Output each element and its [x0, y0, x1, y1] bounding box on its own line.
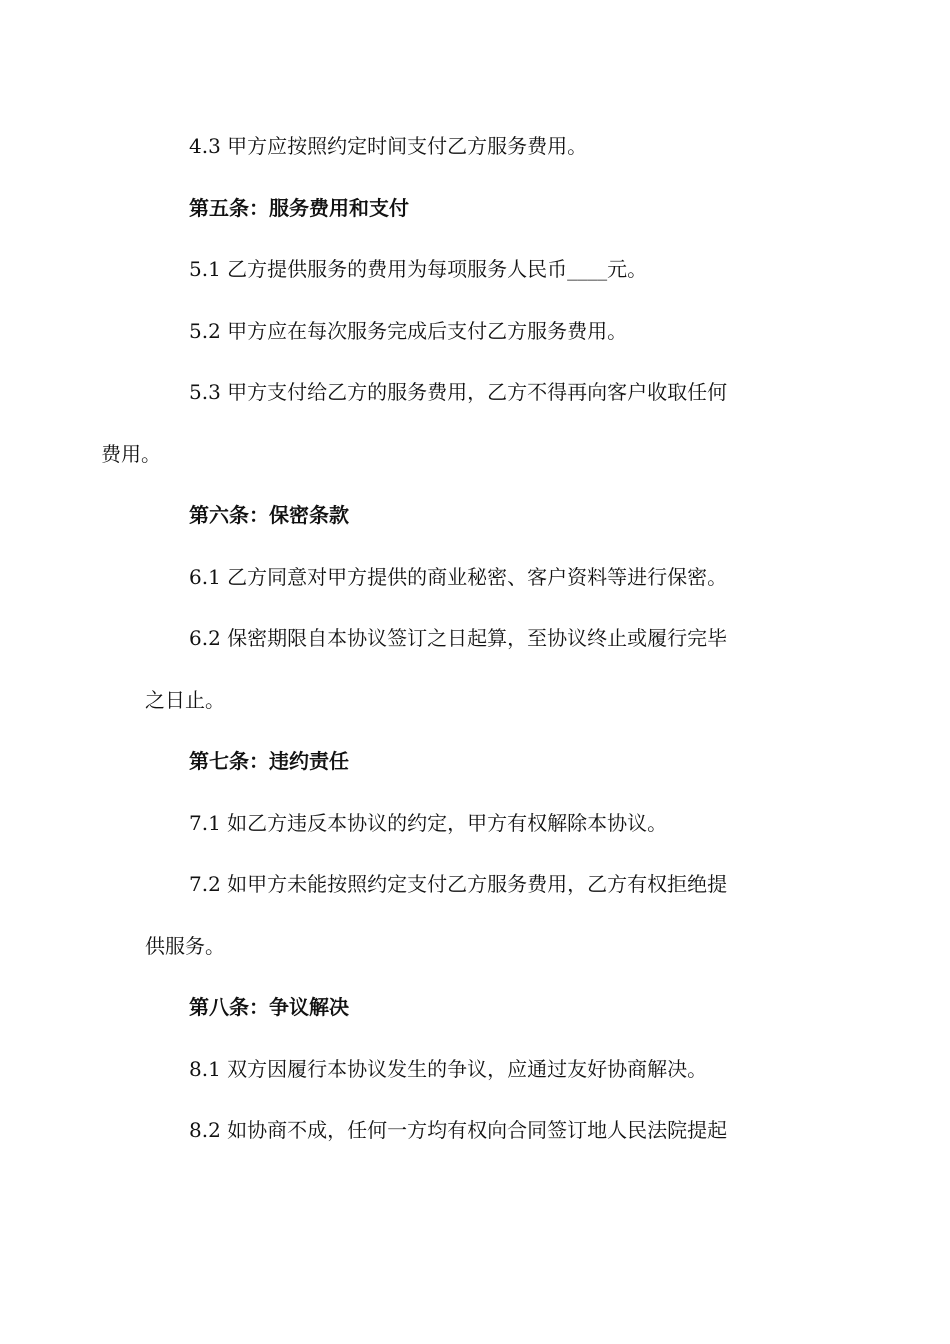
clause-6-2-line-2: 之日止。 [145, 687, 225, 712]
clause-5-3-line-1: 5.3 甲方支付给乙方的服务费用，乙方不得再向客户收取任何 [189, 380, 728, 404]
clause-5-2-text: 5.2 甲方应在每次服务完成后支付乙方服务费用。 [189, 318, 628, 343]
clause-6-1-text: 6.1 乙方同意对甲方提供的商业秘密、客户资料等进行保密。 [189, 564, 728, 589]
clause-7-1 [145, 806, 807, 840]
clause-8-2-text: 8.2 如协商不成，任何一方均有权向合同签订地人民法院提起 [189, 1118, 728, 1142]
clause-5-2 [145, 314, 807, 348]
clause-5-1-text: 5.1 乙方提供服务的费用为每项服务人民币____元。 [189, 257, 648, 281]
clause-7-2-line-1: 7.2 如甲方未能按照约定支付乙方服务费用，乙方有权拒绝提 [189, 872, 728, 896]
clause-5-1 [145, 252, 807, 286]
clause-6-2 [145, 621, 807, 717]
clause-5-3 [101, 375, 807, 471]
clause-5-3-line-2: 费用。 [101, 441, 161, 466]
clause-6-2-line-1: 6.2 保密期限自本协议签订之日起算，至协议终止或履行完毕 [189, 626, 728, 650]
article-8-heading [145, 990, 807, 1024]
clause-7-2 [145, 867, 807, 963]
article-5-title: 第五条：服务费用和支付 [189, 195, 409, 220]
clause-7-2-line-2: 供服务。 [145, 933, 225, 958]
clause-7-2-gap [145, 901, 807, 929]
article-7-title: 第七条：违约责任 [189, 749, 349, 773]
article-8-title: 第八条：争议解决 [189, 995, 349, 1019]
clause-7-1-text: 7.1 如乙方违反本协议的约定，甲方有权解除本协议。 [189, 810, 668, 835]
clause-8-1-text: 8.1 双方因履行本协议发生的争议，应通过友好协商解决。 [189, 1056, 708, 1081]
article-6-heading [145, 498, 807, 532]
article-6-title: 第六条：保密条款 [189, 503, 349, 527]
clause-5-3-gap [145, 409, 807, 437]
clause-8-1 [145, 1052, 807, 1086]
article-5-heading [145, 191, 807, 225]
clause-6-2-gap [145, 655, 807, 683]
clause-6-1 [145, 560, 807, 594]
clause-4-3-text: 4.3 甲方应按照约定时间支付乙方服务费用。 [189, 134, 588, 158]
clause-8-2 [145, 1113, 807, 1147]
article-7-heading [145, 744, 807, 778]
clause-4-3 [145, 129, 807, 163]
document-body [101, 129, 807, 1175]
